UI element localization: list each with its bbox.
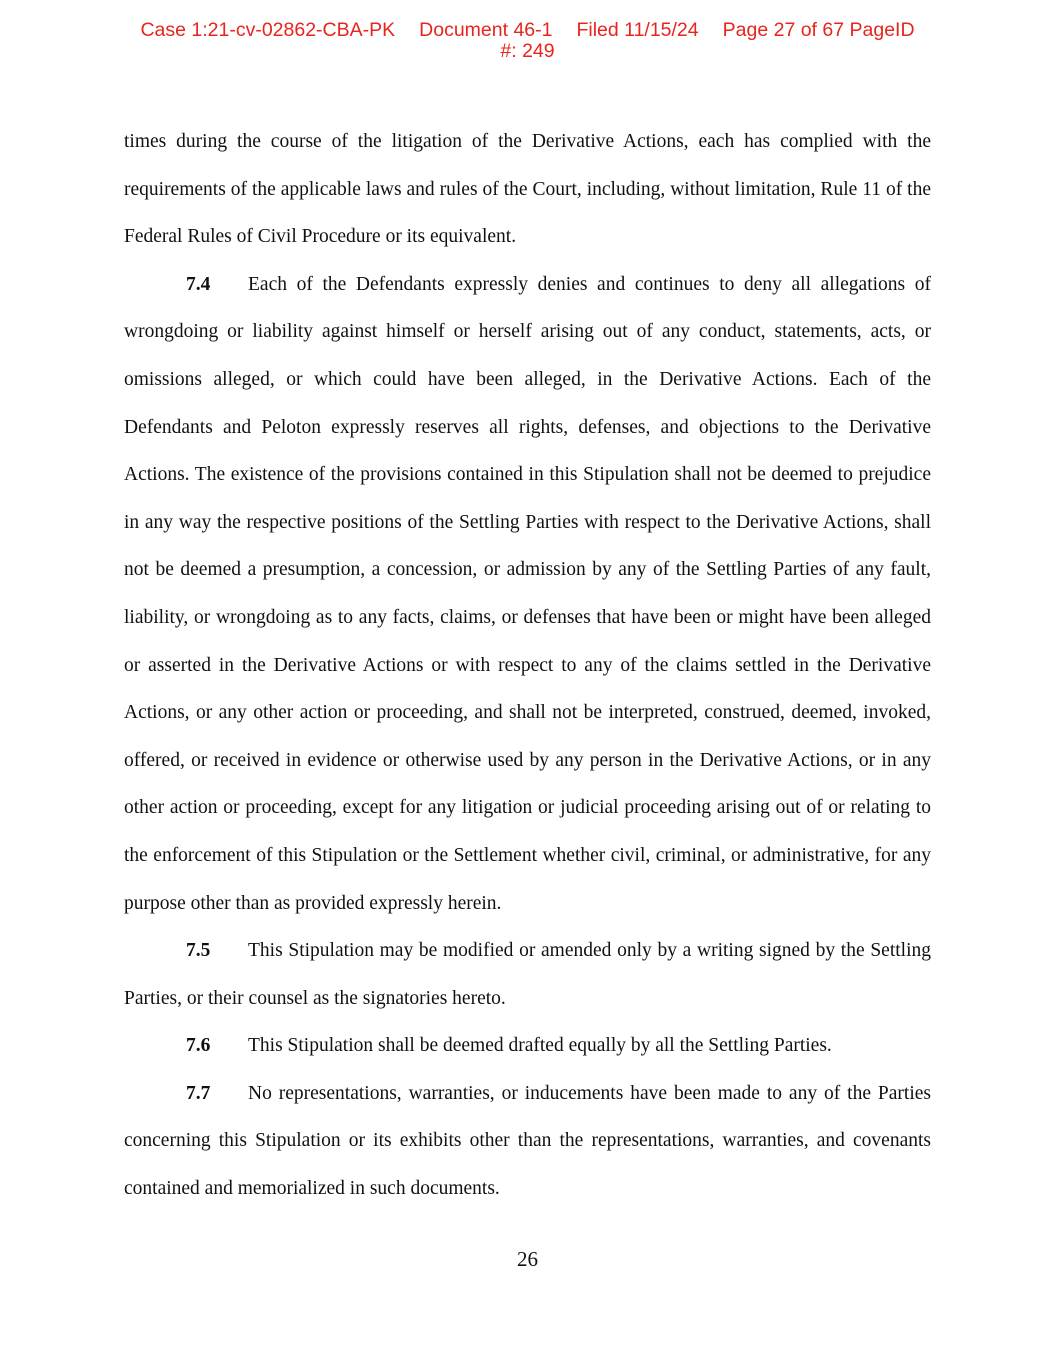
section-number: 7.7 (186, 1082, 211, 1104)
section-number: 7.4 (186, 273, 211, 295)
section-7-7 (124, 1070, 931, 1213)
section-7-5 (124, 927, 931, 1022)
section-7-4 (124, 261, 931, 927)
section-number: 7.6 (186, 1035, 211, 1057)
ecf-filing-header (0, 20, 1055, 62)
section-number: 7.5 (186, 940, 211, 962)
section-7-6 (124, 1022, 931, 1070)
section-text: Each of the Defendants expressly denies and continues to deny all allegations of wrongdoing or liability against himself or herself arising out of any conduct, statements, acts, or omissions alleged, or which could have been alleged, in the Derivative Actions. Each of the Defendants and Peloton expressly reserves all rights, defenses, and objections to the Derivative Actions. The existence of the provisions contained in this Stipulation shall not be deemed to prejudice in any way the respective positions of the Settling Parties with respect to the Derivative Actions, shall not be deemed a presumption, a concession, or admission by any of the Settling Parties of any fault, liability, or wrongdoing as to any facts, claims, or defenses that have been or might have been alleged or asserted in the Derivative Actions or with respect to any of the claims settled in the Derivative Actions, or any other action or proceeding, and shall not be interpreted, construed, deemed, invoked, offered, or received in evidence or otherwise used by any person in the Derivative Actions, or in any other action or proceeding, except for any litigation or judicial proceeding arising out of or relating to the enforcement of this Stipulation or the Settlement whether civil, criminal, or administrative, for any purpose other than as provided expressly herein. (124, 273, 931, 914)
document-number: Document 46-1 (419, 19, 553, 41)
page-id: #: 249 (500, 40, 555, 62)
ecf-header-line (0, 20, 1055, 41)
section-text: This Stipulation shall be deemed drafted equally by all the Settling Parties. (248, 1035, 832, 1057)
page-count: Page 27 of 67 PageID (722, 19, 915, 41)
page-number: 26 (517, 1247, 538, 1271)
case-number: Case 1:21-cv-02862-CBA-PK (140, 19, 396, 41)
section-text: No representations, warranties, or inducements have been made to any of the Parties concerning this Stipulation or its exhibits other than the representations, warranties, and covenants contained and memorialized in such documents. (124, 1082, 931, 1200)
document-body (124, 118, 931, 1213)
continued-paragraph: times during the course of the litigation of the Derivative Actions, each has complied with the requirements of the applicable laws and rules of the Court, including, without limitation, Rule 11 of the Federal Rules of Civil Procedure or its equivalent. (124, 131, 931, 248)
section-text: This Stipulation may be modified or amended only by a writing signed by the Settling Parties, or their counsel as the signatories hereto. (124, 940, 931, 1009)
filed-date: Filed 11/15/24 (576, 19, 699, 41)
